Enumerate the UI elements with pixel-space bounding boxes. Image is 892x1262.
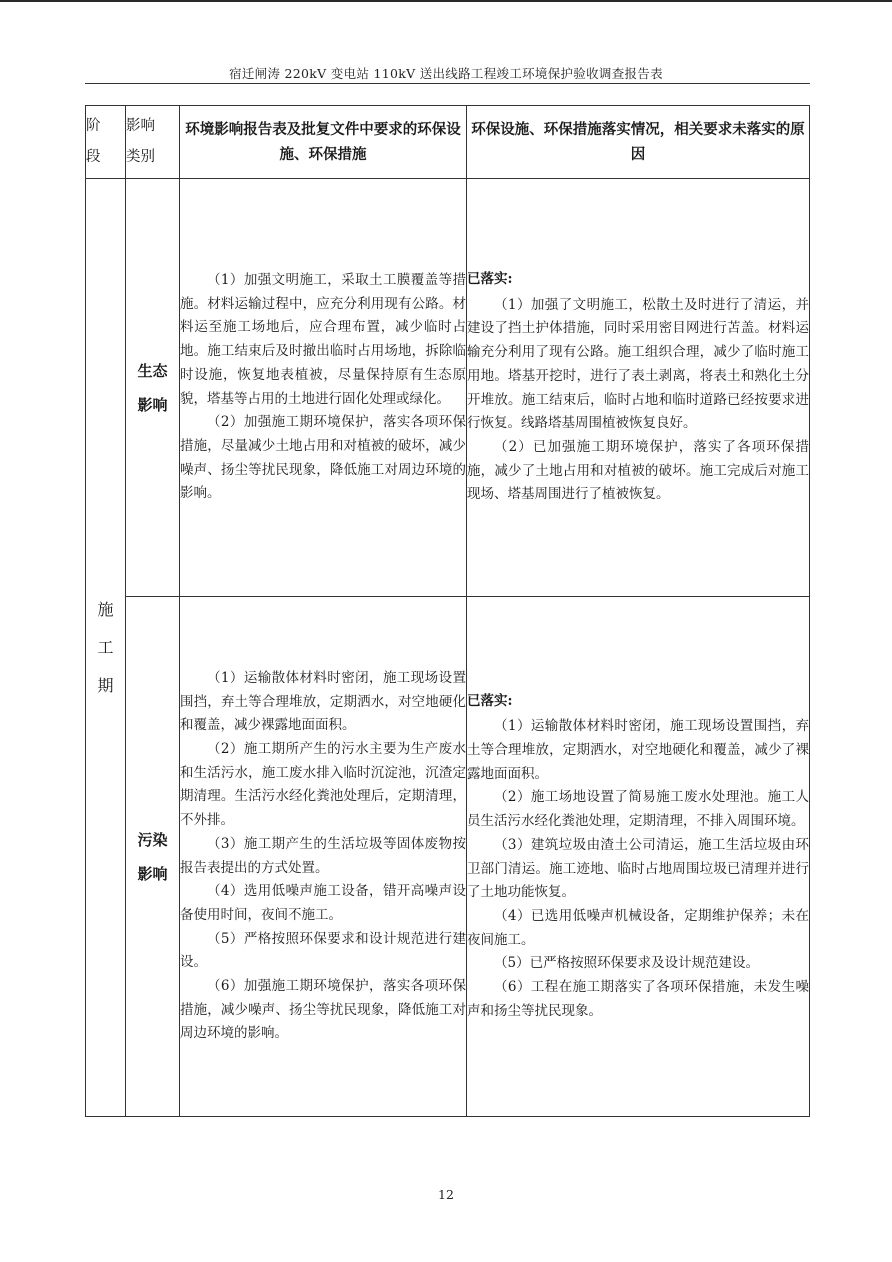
implementation-item: （4）已选用低噪声机械设备，定期维护保养；未在夜间施工。 bbox=[467, 907, 809, 948]
stage-construction-period bbox=[86, 179, 126, 1117]
header-implementation: 环保设施、环保措施落实情况，相关要求未落实的原因 bbox=[467, 106, 810, 179]
implementation-item: （3）建筑垃圾由渣土公司清运，施工生活垃圾由环卫部门清运。施工迹地、临时占地周围垃圾已清理并进行了土地功能恢复。 bbox=[467, 836, 809, 901]
stage-char: 工 bbox=[97, 637, 114, 657]
requirement-item: （4）选用低噪声施工设备，错开高噪声设备使用时间，夜间不施工。 bbox=[180, 883, 466, 923]
impact-type-line: 生态 bbox=[137, 361, 168, 380]
implementation-item: （6）工程在施工期落实了各项环保措施，未发生噪声和扬尘等扰民现象。 bbox=[467, 979, 809, 1019]
requirement-item: （6）加强施工期环境保护，落实各项环保措施，减少噪声、扬尘等扰民现象，降低施工对周边环境的影响。 bbox=[180, 978, 466, 1042]
requirement-item: （3）施工期产生的生活垃圾等固体废物按报告表提出的方式处置。 bbox=[180, 835, 466, 876]
top-border-line bbox=[0, 0, 892, 2]
page-number: 12 bbox=[438, 1187, 454, 1202]
header-stage bbox=[86, 106, 126, 179]
requirement-item: （1）加强文明施工，采取土工膜覆盖等措施。材料运输过程中，应充分利用现有公路。材料运至施工场地后，应合理布置，减少临时占地。施工结束后及时撤出临时占用场地，拆除临时设施，恢复地表植被，尽量保持原有生态原貌，塔基等占用的土地进行固化处理或绿化。 bbox=[180, 271, 466, 407]
implementation-item: （5）已严格按照环保要求及设计规范建设。 bbox=[494, 955, 760, 972]
requirement-item: （2）加强施工期环境保护，落实各项环保措施，尽量减少土地占用和对植被的破坏，减少噪声、扬尘等扰民现象，降低施工对周边环境的影响。 bbox=[180, 414, 466, 502]
impact-type-pollution bbox=[126, 597, 180, 1117]
header-divider bbox=[85, 83, 810, 84]
implementation-item: （2）施工场地设置了简易施工废水处理池。施工人员生活污水经化粪池处理，定期清理，不排入周围环境。 bbox=[467, 789, 809, 830]
stage-char: 期 bbox=[97, 675, 114, 695]
impact-type-ecological bbox=[126, 179, 180, 597]
table-header-row bbox=[86, 106, 810, 179]
table-row bbox=[86, 597, 810, 1117]
status-label: 已落实: bbox=[467, 270, 513, 287]
header-stage-line: 阶 bbox=[86, 118, 101, 134]
requirements-cell bbox=[180, 597, 467, 1117]
impact-type-line: 污染 bbox=[137, 830, 168, 849]
requirement-item: （5）严格按照环保要求和设计规范进行建设。 bbox=[180, 930, 466, 971]
implementation-item: （1）加强了文明施工，松散土及时进行了清运，并建设了挡土护体措施，同时采用密目网进行苫盖。材料运输充分利用了现有公路。施工组织合理，减少了临时施工用地。塔基开挖时，进行了表土剥离，将表土和熟化土分开堆放。施工结束后，临时占地和临时道路已经按要求进行恢复。线路塔基周围植被恢复良好。 bbox=[467, 296, 809, 432]
status-label: 已落实: bbox=[467, 692, 513, 709]
requirement-item: （2）施工期所产生的污水主要为生产废水和生活污水，施工废水排入临时沉淀池，沉渣定期清理。生活污水经化粪池处理后，定期清理，不外排。 bbox=[180, 740, 466, 829]
header-impact-type bbox=[126, 106, 180, 179]
implementation-item: （2）已加强施工期环境保护，落实了各项环保措施，减少了土地占用和对植被的破坏。施工完成后对施工现场、塔基周围进行了植被恢复。 bbox=[467, 438, 809, 503]
impact-type-line: 影响 bbox=[137, 395, 168, 414]
implementation-cell bbox=[467, 179, 810, 597]
acceptance-table bbox=[85, 105, 810, 1117]
implementation-item: （1）运输散体材料时密闭，施工现场设置围挡，弃土等合理堆放，定期洒水，对空地硬化和覆盖，减少了裸露地面面积。 bbox=[467, 718, 809, 782]
requirement-item: （1）运输散体材料时密闭，施工现场设置围挡，弃土等合理堆放，定期洒水，对空地硬化和覆盖，减少裸露地面面积。 bbox=[180, 669, 466, 734]
implementation-cell bbox=[467, 597, 810, 1117]
stage-char: 施 bbox=[97, 599, 114, 619]
header-requirements: 环境影响报告表及批复文件中要求的环保设施、环保措施 bbox=[180, 106, 467, 179]
header-type-line: 类别 bbox=[126, 149, 155, 165]
header-type-line: 影响 bbox=[126, 118, 155, 134]
page-header-title: 宿迁闸涛 220kV 变电站 110kV 送出线路工程竣工环境保护验收调查报告表 bbox=[229, 66, 663, 81]
table-row bbox=[86, 179, 810, 597]
requirements-cell bbox=[180, 179, 467, 597]
impact-type-line: 影响 bbox=[137, 864, 168, 883]
header-stage-line: 段 bbox=[86, 149, 101, 165]
